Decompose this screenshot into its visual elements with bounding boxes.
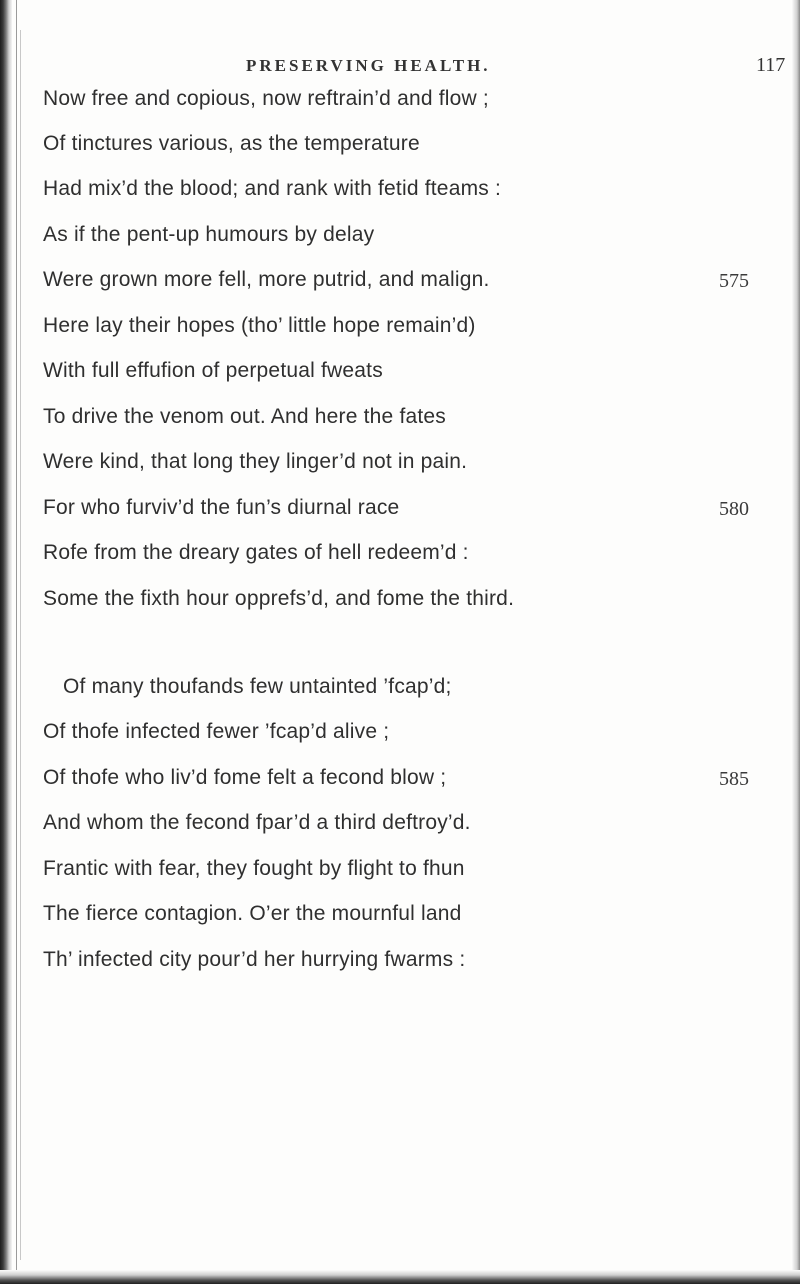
- poem-line: Now free and copious, now reftrain’d and flow ;: [43, 87, 489, 110]
- poem-line: Here lay their hopes (tho’ little hope remain’d): [43, 314, 476, 337]
- poem-line: Were grown more fell, more putrid, and malign.: [43, 268, 490, 291]
- poem-line: And whom the fecond fpar’d a third deftroy’d.: [43, 811, 471, 834]
- poem-line: Of thofe who liv’d fome felt a fecond blow ;: [43, 766, 447, 789]
- line-number-575: 575: [719, 270, 749, 292]
- poem-line: Some the fixth hour opprefs’d, and fome the third.: [43, 587, 515, 610]
- poem-line: With full effufion of perpetual fweats: [43, 359, 383, 382]
- poem-line: The fierce contagion. O’er the mournful land: [43, 902, 462, 925]
- page-number: 117: [756, 54, 786, 76]
- poem-line: Had mix’d the blood; and rank with fetid fteams :: [43, 177, 502, 200]
- poem-line: For who furviv’d the fun’s diurnal race: [43, 496, 400, 519]
- poem-line: Of many thoufands few untainted ’fcap’d;: [63, 675, 452, 698]
- poem-line: As if the pent-up humours by delay: [43, 223, 375, 246]
- poem-line: Frantic with fear, they fought by flight to fhun: [43, 857, 465, 880]
- poem-line: Of thofe infected fewer ’fcap’d alive ;: [43, 720, 390, 743]
- poem-line: To drive the venom out. And here the fates: [43, 405, 446, 428]
- binding-shadow-line: [16, 0, 17, 1284]
- right-scan-edge: [792, 0, 800, 1284]
- book-binding-edge: [0, 0, 12, 1284]
- poem-line: Were kind, that long they linger’d not in pain.: [43, 450, 468, 473]
- line-number-580: 580: [719, 498, 749, 520]
- poem-line: Of tinctures various, as the temperature: [43, 132, 420, 155]
- binding-shadow-line-inner: [20, 30, 21, 1260]
- bottom-scan-edge: [0, 1270, 800, 1284]
- line-number-585: 585: [719, 768, 749, 790]
- running-title: PRESERVING HEALTH.: [246, 56, 491, 75]
- poem-line: Rofe from the dreary gates of hell redeem’d :: [43, 541, 469, 564]
- poem-line: Th’ infected city pour’d her hurrying fwarms :: [43, 948, 466, 971]
